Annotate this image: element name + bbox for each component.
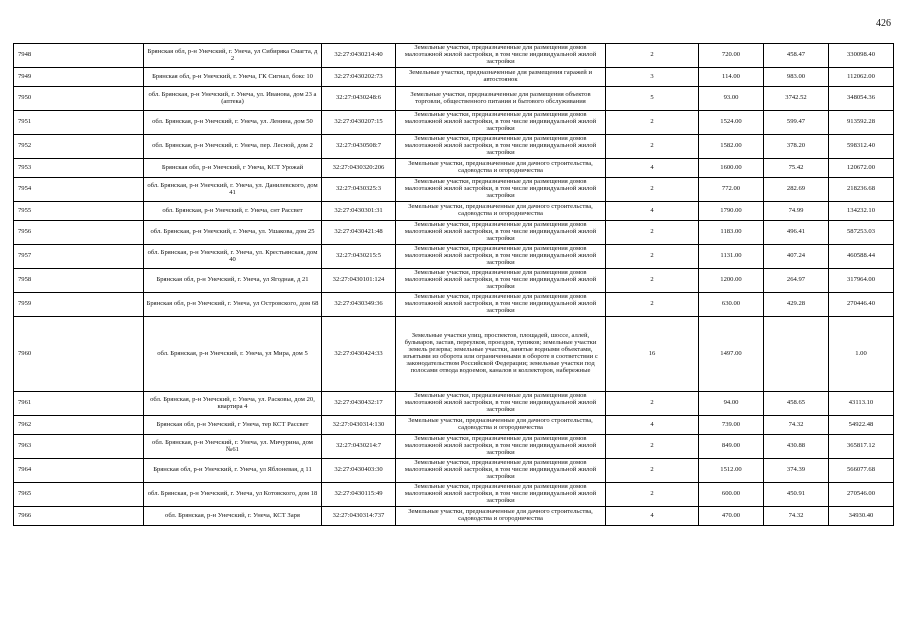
land-use-cell: Земельные участки, предназначенные для дачного строительства, садоводства и огородничества [396, 159, 606, 178]
cadastral-value-cell: 330098.40 [829, 44, 894, 68]
specific-value-cell: 282.69 [764, 178, 829, 202]
address-cell: Брянская обл, р-н Унечский, г. Унеча, ул Сибиряка Смагта, д 2 [144, 44, 322, 68]
land-use-cell: Земельные участки, предназначенные для размещения объектов торговли, общественного питания и бытового обслуживания [396, 87, 606, 111]
specific-value-cell: 75.42 [764, 159, 829, 178]
use-category-cell: 2 [606, 435, 699, 459]
table-row [14, 68, 894, 87]
use-category-cell: 5 [606, 87, 699, 111]
use-category-cell: 16 [606, 317, 699, 392]
land-use-cell: Земельные участки, предназначенные для дачного строительства, садоводства и огородничества [396, 507, 606, 526]
row-number: 7948 [14, 44, 144, 68]
use-category-cell: 2 [606, 459, 699, 483]
address-cell: обл. Брянская, р-н Унечский, г. Унеча, ул. Крестьянская, дом 40 [144, 245, 322, 269]
address-cell: обл. Брянская, р-н Унечский, г. Унеча, пер. Лесной, дом 2 [144, 135, 322, 159]
cadastral-value-cell: 460588.44 [829, 245, 894, 269]
area-cell: 1582.00 [699, 135, 764, 159]
specific-value-cell: 407.24 [764, 245, 829, 269]
area-cell: 1512.00 [699, 459, 764, 483]
table-row [14, 269, 894, 293]
land-use-cell: Земельные участки, предназначенные для дачного строительства, садоводства и огородничества [396, 416, 606, 435]
row-number: 7958 [14, 269, 144, 293]
use-category-cell: 4 [606, 159, 699, 178]
table-row [14, 87, 894, 111]
address-cell: обл. Брянская, р-н Унечский, г. Унеча, снт Рассвет [144, 202, 322, 221]
specific-value-cell: 430.88 [764, 435, 829, 459]
table-row [14, 44, 894, 68]
land-use-cell: Земельные участки, предназначенные для размещения домов малоэтажной жилой застройки, в том числе индивидуальной жилой застройки [396, 111, 606, 135]
use-category-cell: 3 [606, 68, 699, 87]
cadastral-value-cell: 270546.00 [829, 483, 894, 507]
cadastral-number-cell: 32:27:0430214:40 [322, 44, 396, 68]
table-row [14, 459, 894, 483]
row-number: 7963 [14, 435, 144, 459]
specific-value-cell: 599.47 [764, 111, 829, 135]
land-use-cell: Земельные участки, предназначенные для размещения домов малоэтажной жилой застройки, в том числе индивидуальной жилой застройки [396, 459, 606, 483]
cadastral-number-cell: 32:27:0430421:48 [322, 221, 396, 245]
land-use-cell: Земельные участки, предназначенные для размещения домов малоэтажной жилой застройки, в том числе индивидуальной жилой застройки [396, 221, 606, 245]
cadastral-number-cell: 32:27:0430202:73 [322, 68, 396, 87]
area-cell: 114.00 [699, 68, 764, 87]
cadastral-value-cell: 365817.12 [829, 435, 894, 459]
table-row [14, 416, 894, 435]
cadastral-number-cell: 32:27:0430325:3 [322, 178, 396, 202]
row-number: 7950 [14, 87, 144, 111]
address-cell: Брянская обл, р-н Унечский, г Унеча, тер КСТ Рассвет [144, 416, 322, 435]
row-number: 7966 [14, 507, 144, 526]
cadastral-number-cell: 32:27:0430320:206 [322, 159, 396, 178]
table-row [14, 317, 894, 392]
cadastral-value-cell: 120672.00 [829, 159, 894, 178]
cadastral-value-cell: 566077.68 [829, 459, 894, 483]
cadastral-number-cell: 32:27:0430403:30 [322, 459, 396, 483]
table-row [14, 435, 894, 459]
row-number: 7964 [14, 459, 144, 483]
land-use-cell: Земельные участки, предназначенные для размещения домов малоэтажной жилой застройки, в том числе индивидуальной жилой застройки [396, 269, 606, 293]
land-use-cell: Земельные участки, предназначенные для размещения домов малоэтажной жилой застройки, в том числе индивидуальной жилой застройки [396, 392, 606, 416]
land-use-cell: Земельные участки, предназначенные для размещения домов малоэтажной жилой застройки, в том числе индивидуальной жилой застройки [396, 135, 606, 159]
address-cell: обл. Брянская, р-н Унечский, г. Унеча, ул. Мичурина, дом №61 [144, 435, 322, 459]
use-category-cell: 2 [606, 178, 699, 202]
specific-value-cell: 429.28 [764, 293, 829, 317]
use-category-cell: 2 [606, 44, 699, 68]
cadastral-value-cell: 598312.40 [829, 135, 894, 159]
area-cell: 849.00 [699, 435, 764, 459]
cadastral-number-cell: 32:27:0430314:130 [322, 416, 396, 435]
use-category-cell: 4 [606, 202, 699, 221]
area-cell: 1183.00 [699, 221, 764, 245]
specific-value-cell: 378.20 [764, 135, 829, 159]
specific-value-cell: 3742.52 [764, 87, 829, 111]
address-cell: Брянская обл, р-н Унечский, г. Унеча, ул Ягодная, д 21 [144, 269, 322, 293]
cadastral-value-cell: 270446.40 [829, 293, 894, 317]
use-category-cell: 2 [606, 111, 699, 135]
cadastral-value-cell: 112062.00 [829, 68, 894, 87]
cadastral-value-cell: 587253.03 [829, 221, 894, 245]
specific-value-cell: 264.97 [764, 269, 829, 293]
cadastral-number-cell: 32:27:0430301:31 [322, 202, 396, 221]
table-row [14, 159, 894, 178]
address-cell: обл. Брянская, р-н Унечский, г. Унеча, ул. Расковы, дом 20, квартира 4 [144, 392, 322, 416]
cadastral-value-cell: 317964.00 [829, 269, 894, 293]
area-cell: 1131.00 [699, 245, 764, 269]
use-category-cell: 2 [606, 135, 699, 159]
table-row [14, 221, 894, 245]
row-number: 7949 [14, 68, 144, 87]
row-number: 7960 [14, 317, 144, 392]
row-number: 7955 [14, 202, 144, 221]
address-cell: обл. Брянская, р-н Унечский, г. Унеча, ул Мира, дом 5 [144, 317, 322, 392]
address-cell: Брянская обл, р-н Унечский, г. Унеча, ул Островского, дом 68 [144, 293, 322, 317]
specific-value-cell: 74.99 [764, 202, 829, 221]
cadastral-value-cell: 43113.10 [829, 392, 894, 416]
row-number: 7951 [14, 111, 144, 135]
area-cell: 93.00 [699, 87, 764, 111]
area-cell: 1497.00 [699, 317, 764, 392]
land-use-cell: Земельные участки улиц, проспектов, площадей, шоссе, аллей, бульваров, застав, переулков, проездов, тупиков; земельные участки земель резерва; земельные участки, занятые водными объектами, изъятыми из оборота или ограниченными в обороте в соответствии с законодательством Российской Федерации; земельные участки под полосами отвода водоемов, каналов и коллекторов, набережные [396, 317, 606, 392]
area-cell: 470.00 [699, 507, 764, 526]
cadastral-number-cell: 32:27:0430248:6 [322, 87, 396, 111]
address-cell: обл. Брянская, р-н Унечский, г. Унеча, ул. Иванова, дом 23 а (аптека) [144, 87, 322, 111]
cadastral-number-cell: 32:27:0430432:17 [322, 392, 396, 416]
table-row [14, 293, 894, 317]
specific-value-cell: 74.32 [764, 507, 829, 526]
address-cell: обл. Брянская, р-н Унечский, г. Унеча, ул. Ушакова, дом 25 [144, 221, 322, 245]
cadastral-value-cell: 913592.28 [829, 111, 894, 135]
cadastral-value-cell: 348054.36 [829, 87, 894, 111]
address-cell: обл. Брянская, р-н Унечский, г. Унеча, ул. Ленина, дом 50 [144, 111, 322, 135]
specific-value-cell: 983.00 [764, 68, 829, 87]
cadastral-value-cell: 218236.68 [829, 178, 894, 202]
cadastral-number-cell: 32:27:0430508:7 [322, 135, 396, 159]
cadastral-value-cell: 134232.10 [829, 202, 894, 221]
row-number: 7957 [14, 245, 144, 269]
table-row [14, 178, 894, 202]
row-number: 7959 [14, 293, 144, 317]
row-number: 7952 [14, 135, 144, 159]
use-category-cell: 2 [606, 269, 699, 293]
row-number: 7954 [14, 178, 144, 202]
table-row [14, 202, 894, 221]
specific-value-cell: 496.41 [764, 221, 829, 245]
cadastral-value-cell: 1.00 [829, 317, 894, 392]
address-cell: обл. Брянская, р-н Унечский, г. Унеча, ул Котовского, дом 18 [144, 483, 322, 507]
area-cell: 1600.00 [699, 159, 764, 178]
cadastral-number-cell: 32:27:0430424:33 [322, 317, 396, 392]
use-category-cell: 4 [606, 507, 699, 526]
specific-value-cell: 458.65 [764, 392, 829, 416]
cadastral-number-cell: 32:27:0430314:737 [322, 507, 396, 526]
use-category-cell: 2 [606, 293, 699, 317]
use-category-cell: 4 [606, 416, 699, 435]
row-number: 7961 [14, 392, 144, 416]
land-use-cell: Земельные участки, предназначенные для размещения домов малоэтажной жилой застройки, в том числе индивидуальной жилой застройки [396, 178, 606, 202]
area-cell: 739.00 [699, 416, 764, 435]
cadastral-number-cell: 32:27:0430349:36 [322, 293, 396, 317]
table-row [14, 507, 894, 526]
cadastral-number-cell: 32:27:0430215:5 [322, 245, 396, 269]
land-use-cell: Земельные участки, предназначенные для размещения домов малоэтажной жилой застройки, в том числе индивидуальной жилой застройки [396, 245, 606, 269]
cadastral-number-cell: 32:27:0430115:49 [322, 483, 396, 507]
use-category-cell: 2 [606, 392, 699, 416]
page-number: 426 [876, 18, 891, 29]
land-use-cell: Земельные участки, предназначенные для размещения гаражей и автостоянок [396, 68, 606, 87]
use-category-cell: 2 [606, 221, 699, 245]
use-category-cell: 2 [606, 483, 699, 507]
area-cell: 1200.00 [699, 269, 764, 293]
area-cell: 1790.00 [699, 202, 764, 221]
land-use-cell: Земельные участки, предназначенные для размещения домов малоэтажной жилой застройки, в том числе индивидуальной жилой застройки [396, 44, 606, 68]
specific-value-cell: 74.32 [764, 416, 829, 435]
specific-value-cell: 450.91 [764, 483, 829, 507]
address-cell: Брянская обл, р-н Унечский, г. Унеча, ул Яблоневая, д 11 [144, 459, 322, 483]
row-number: 7965 [14, 483, 144, 507]
land-use-cell: Земельные участки, предназначенные для размещения домов малоэтажной жилой застройки, в том числе индивидуальной жилой застройки [396, 483, 606, 507]
area-cell: 772.00 [699, 178, 764, 202]
table-row [14, 135, 894, 159]
specific-value-cell: 458.47 [764, 44, 829, 68]
area-cell: 600.00 [699, 483, 764, 507]
specific-value-cell [764, 317, 829, 392]
land-cadastral-value-table [13, 43, 894, 526]
cadastral-number-cell: 32:27:0430207:15 [322, 111, 396, 135]
cadastral-value-cell: 54922.48 [829, 416, 894, 435]
area-cell: 94.00 [699, 392, 764, 416]
land-use-cell: Земельные участки, предназначенные для дачного строительства, садоводства и огородничества [396, 202, 606, 221]
land-use-cell: Земельные участки, предназначенные для размещения домов малоэтажной жилой застройки, в том числе индивидуальной жилой застройки [396, 293, 606, 317]
table-row [14, 245, 894, 269]
use-category-cell: 2 [606, 245, 699, 269]
row-number: 7953 [14, 159, 144, 178]
address-cell: обл. Брянская, р-н Унечский, г. Унеча, КСТ Заря [144, 507, 322, 526]
area-cell: 1524.00 [699, 111, 764, 135]
address-cell: обл. Брянская, р-н Унечский, г. Унеча, ул. Данилевского, дом 41 [144, 178, 322, 202]
table-row [14, 483, 894, 507]
area-cell: 630.00 [699, 293, 764, 317]
address-cell: Брянская обл, р-н Унечский, г. Унеча, ГК Сигнал, бокс 10 [144, 68, 322, 87]
table-row [14, 392, 894, 416]
row-number: 7962 [14, 416, 144, 435]
table-row [14, 111, 894, 135]
row-number: 7956 [14, 221, 144, 245]
specific-value-cell: 374.39 [764, 459, 829, 483]
land-use-cell: Земельные участки, предназначенные для размещения домов малоэтажной жилой застройки, в том числе индивидуальной жилой застройки [396, 435, 606, 459]
cadastral-number-cell: 32:27:0430214:7 [322, 435, 396, 459]
cadastral-value-cell: 34930.40 [829, 507, 894, 526]
address-cell: Брянская обл, р-н Унечский, г Унеча, КСТ Урожай [144, 159, 322, 178]
cadastral-number-cell: 32:27:0430101:124 [322, 269, 396, 293]
area-cell: 720.00 [699, 44, 764, 68]
